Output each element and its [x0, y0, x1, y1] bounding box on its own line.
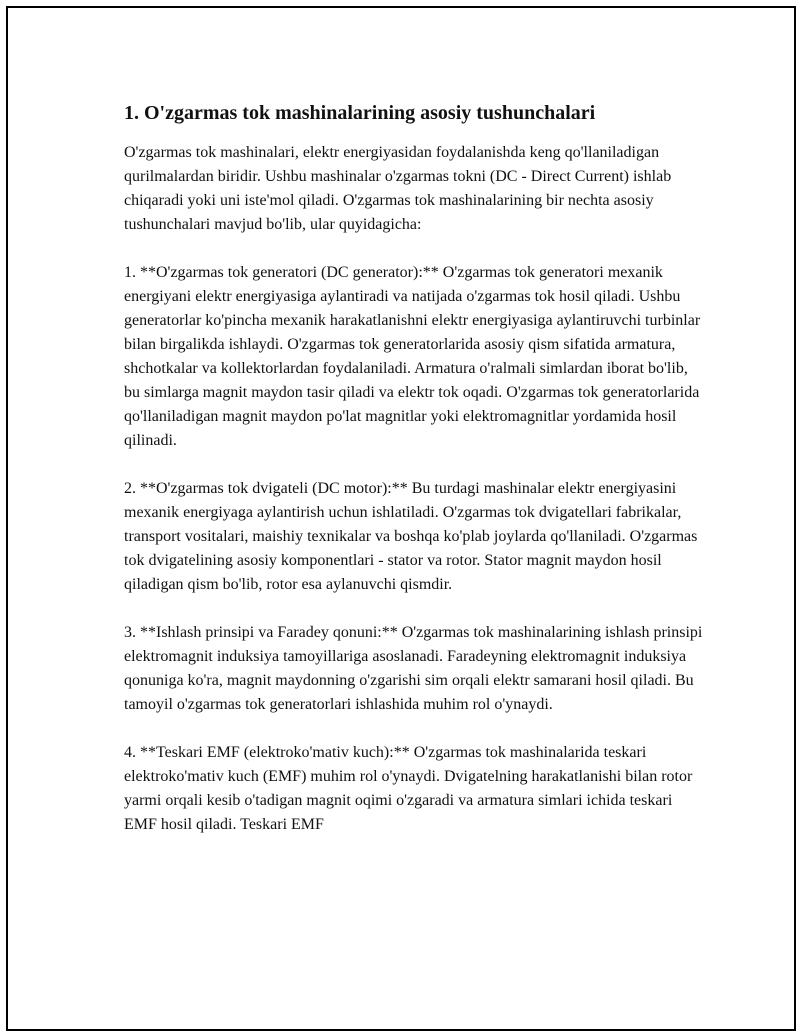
- document-body: [124, 100, 704, 861]
- paragraph-dc-motor: 2. **O'zgarmas tok dvigateli (DC motor):** Bu turdagi mashinalar elektr energiyasini mexanik energiyaga aylantirish uchun ishlatiladi. O'zgarmas tok dvigatellari fabrikalar, transport vositalari, maishiy texnikalar va boshqa ko'plab joylarda qo'llaniladi. O'zgarmas tok dvigatelining asosiy komponentlari - stator va rotor. Stator magnit maydon hosil qiladigan qism bo'lib, rotor esa aylanuvchi qismdir.: [124, 480, 698, 593]
- paragraph-faraday-law: 3. **Ishlash prinsipi va Faradey qonuni:** O'zgarmas tok mashinalarining ishlash prinsipi elektromagnit induksiya tamoyillariga asoslanadi. Faradeyning elektromagnit induksiya qonuniga ko'ra, magnit maydonning o'zgarishi sim orqali elektr samarani hosil qiladi. Bu tamoyil o'zgarmas tok generatorlari ishlashida muhim rol o'ynaydi.: [124, 624, 703, 713]
- intro-paragraph: O'zgarmas tok mashinalari, elektr energiyasidan foydalanishda keng qo'llaniladigan qurilmalardan biridir. Ushbu mashinalar o'zgarmas tokni (DC - Direct Current) ishlab chiqaradi yoki uni iste'mol qiladi. O'zgarmas tok mashinalarining bir nechta asosiy tushunchalari mavjud bo'lib, ular quyidagicha:: [124, 144, 672, 233]
- paragraph-dc-generator: 1. **O'zgarmas tok generatori (DC generator):** O'zgarmas tok generatori mexanik energiyani elektr energiyasiga aylantiradi va natijada o'zgarmas tok hosil qiladi. Ushbu generatorlar ko'pincha mexanik harakatlanishni elektr energiyasiga aylantiruvchi turbinlar bilan birgalikda ishlaydi. O'zgarmas tok generatorlarida asosiy qism sifatida armatura, shchotkalar va kollektorlardan foydalaniladi. Armatura o'ralmali simlardan iborat bo'lib, bu simlarga magnit maydon tasir qiladi va elektr tok oqadi. O'zgarmas tok generatorlarida qo'llaniladigan magnit maydon po'lat magnitlar yoki elektromagnitlar yordamida hosil qilinadi.: [124, 264, 701, 449]
- page-frame: [6, 6, 796, 1031]
- paragraph-back-emf: 4. **Teskari EMF (elektroko'mativ kuch):** O'zgarmas tok mashinalarida teskari elektroko'mativ kuch (EMF) muhim rol o'ynaydi. Dvigatelning harakatlanishi bilan rotor yarmi orqali kesib o'tadigan magnit oqimi o'zgaradi va armatura simlari ichida teskari EMF hosil qiladi. Teskari EMF: [124, 744, 693, 833]
- document-title: 1. O'zgarmas tok mashinalarining asosiy tushunchalari: [124, 102, 596, 124]
